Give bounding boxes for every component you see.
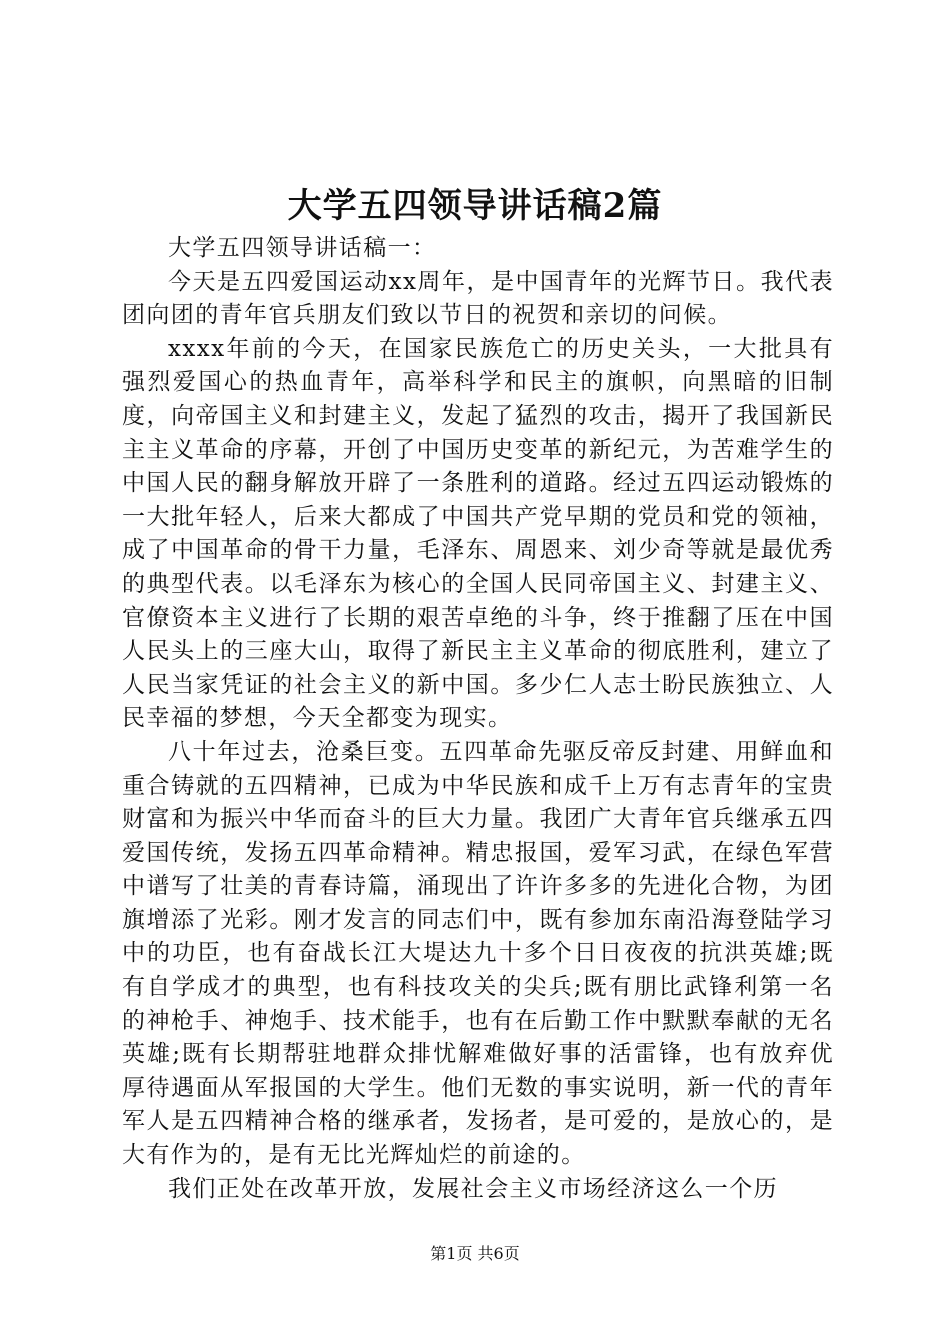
page-footer: 第1页 共6页 [430, 1244, 520, 1263]
paragraph: xxxx年前的今天，在国家民族危亡的历史关头，一大批具有强烈爱国心的热血青年，高举科学和民主的旗帜，向黑暗的旧制度，向帝国主义和封建主义，发起了猛烈的攻击，揭开了我国新民主主义革命的序幕，开创了中国历史变革的新纪元，为苦难学生的中国人民的翻身解放开辟了一条胜利的道路。经过五四运动锻炼的一大批年轻人，后来大都成了中国共产党早期的党员和党的领袖，成了中国革命的骨干力量，毛泽东、周恩来、刘少奇等就是最优秀的典型代表。以毛泽东为核心的全国人民同帝国主义、封建主义、官僚资本主义进行了长期的艰苦卓绝的斗争，终于推翻了压在中国人民头上的三座大山，取得了新民主主义革命的彻底胜利，建立了人民当家凭证的社会主义的新中国。多少仁人志士盼民族独立、人民幸福的梦想，今天全都变为现实。 [122, 335, 834, 732]
paragraph: 八十年过去，沧桑巨变。五四革命先驱反帝反封建、用鲜血和重合铸就的五四精神，已成为中华民族和成千上万有志青年的宝贵财富和为振兴中华而奋斗的巨大力量。我团广大青年官兵继承五四爱国传统，发扬五四革命精神。精忠报国，爱军习武，在绿色军营中谱写了壮美的青春诗篇，涌现出了许许多多的先进化合物，为团旗增添了光彩。刚才发言的同志们中，既有参加东南沿海登陆学习中的功臣，也有奋战长江大堤达九十多个日日夜夜的抗洪英雄;既有自学成才的典型，也有科技攻关的尖兵;既有朋比武锋利第一名的神枪手、神炮手、技术能手，也有在后勤工作中默默奉献的无名英雄;既有长期帮驻地群众排忧解难做好事的活雷锋，也有放弃优厚待遇面从军报国的大学生。他们无数的事实说明，新一代的青年军人是五四精神合格的继承者，发扬者，是可爱的，是放心的，是大有作为的，是有无比光辉灿烂的前途的。 [122, 738, 834, 1169]
document-title: 大学五四领导讲话稿2篇 [287, 186, 663, 226]
paragraph: 大学五四领导讲话稿一： [168, 235, 437, 261]
paragraph: 今天是五四爱国运动xx周年，是中国青年的光辉节日。我代表团向团的青年官兵朋友们致以节日的祝贺和亲切的问候。 [122, 268, 834, 329]
document-body [122, 232, 834, 1206]
paragraph: 我们正处在改革开放，发展社会主义市场经济这么一个历 [168, 1175, 778, 1202]
